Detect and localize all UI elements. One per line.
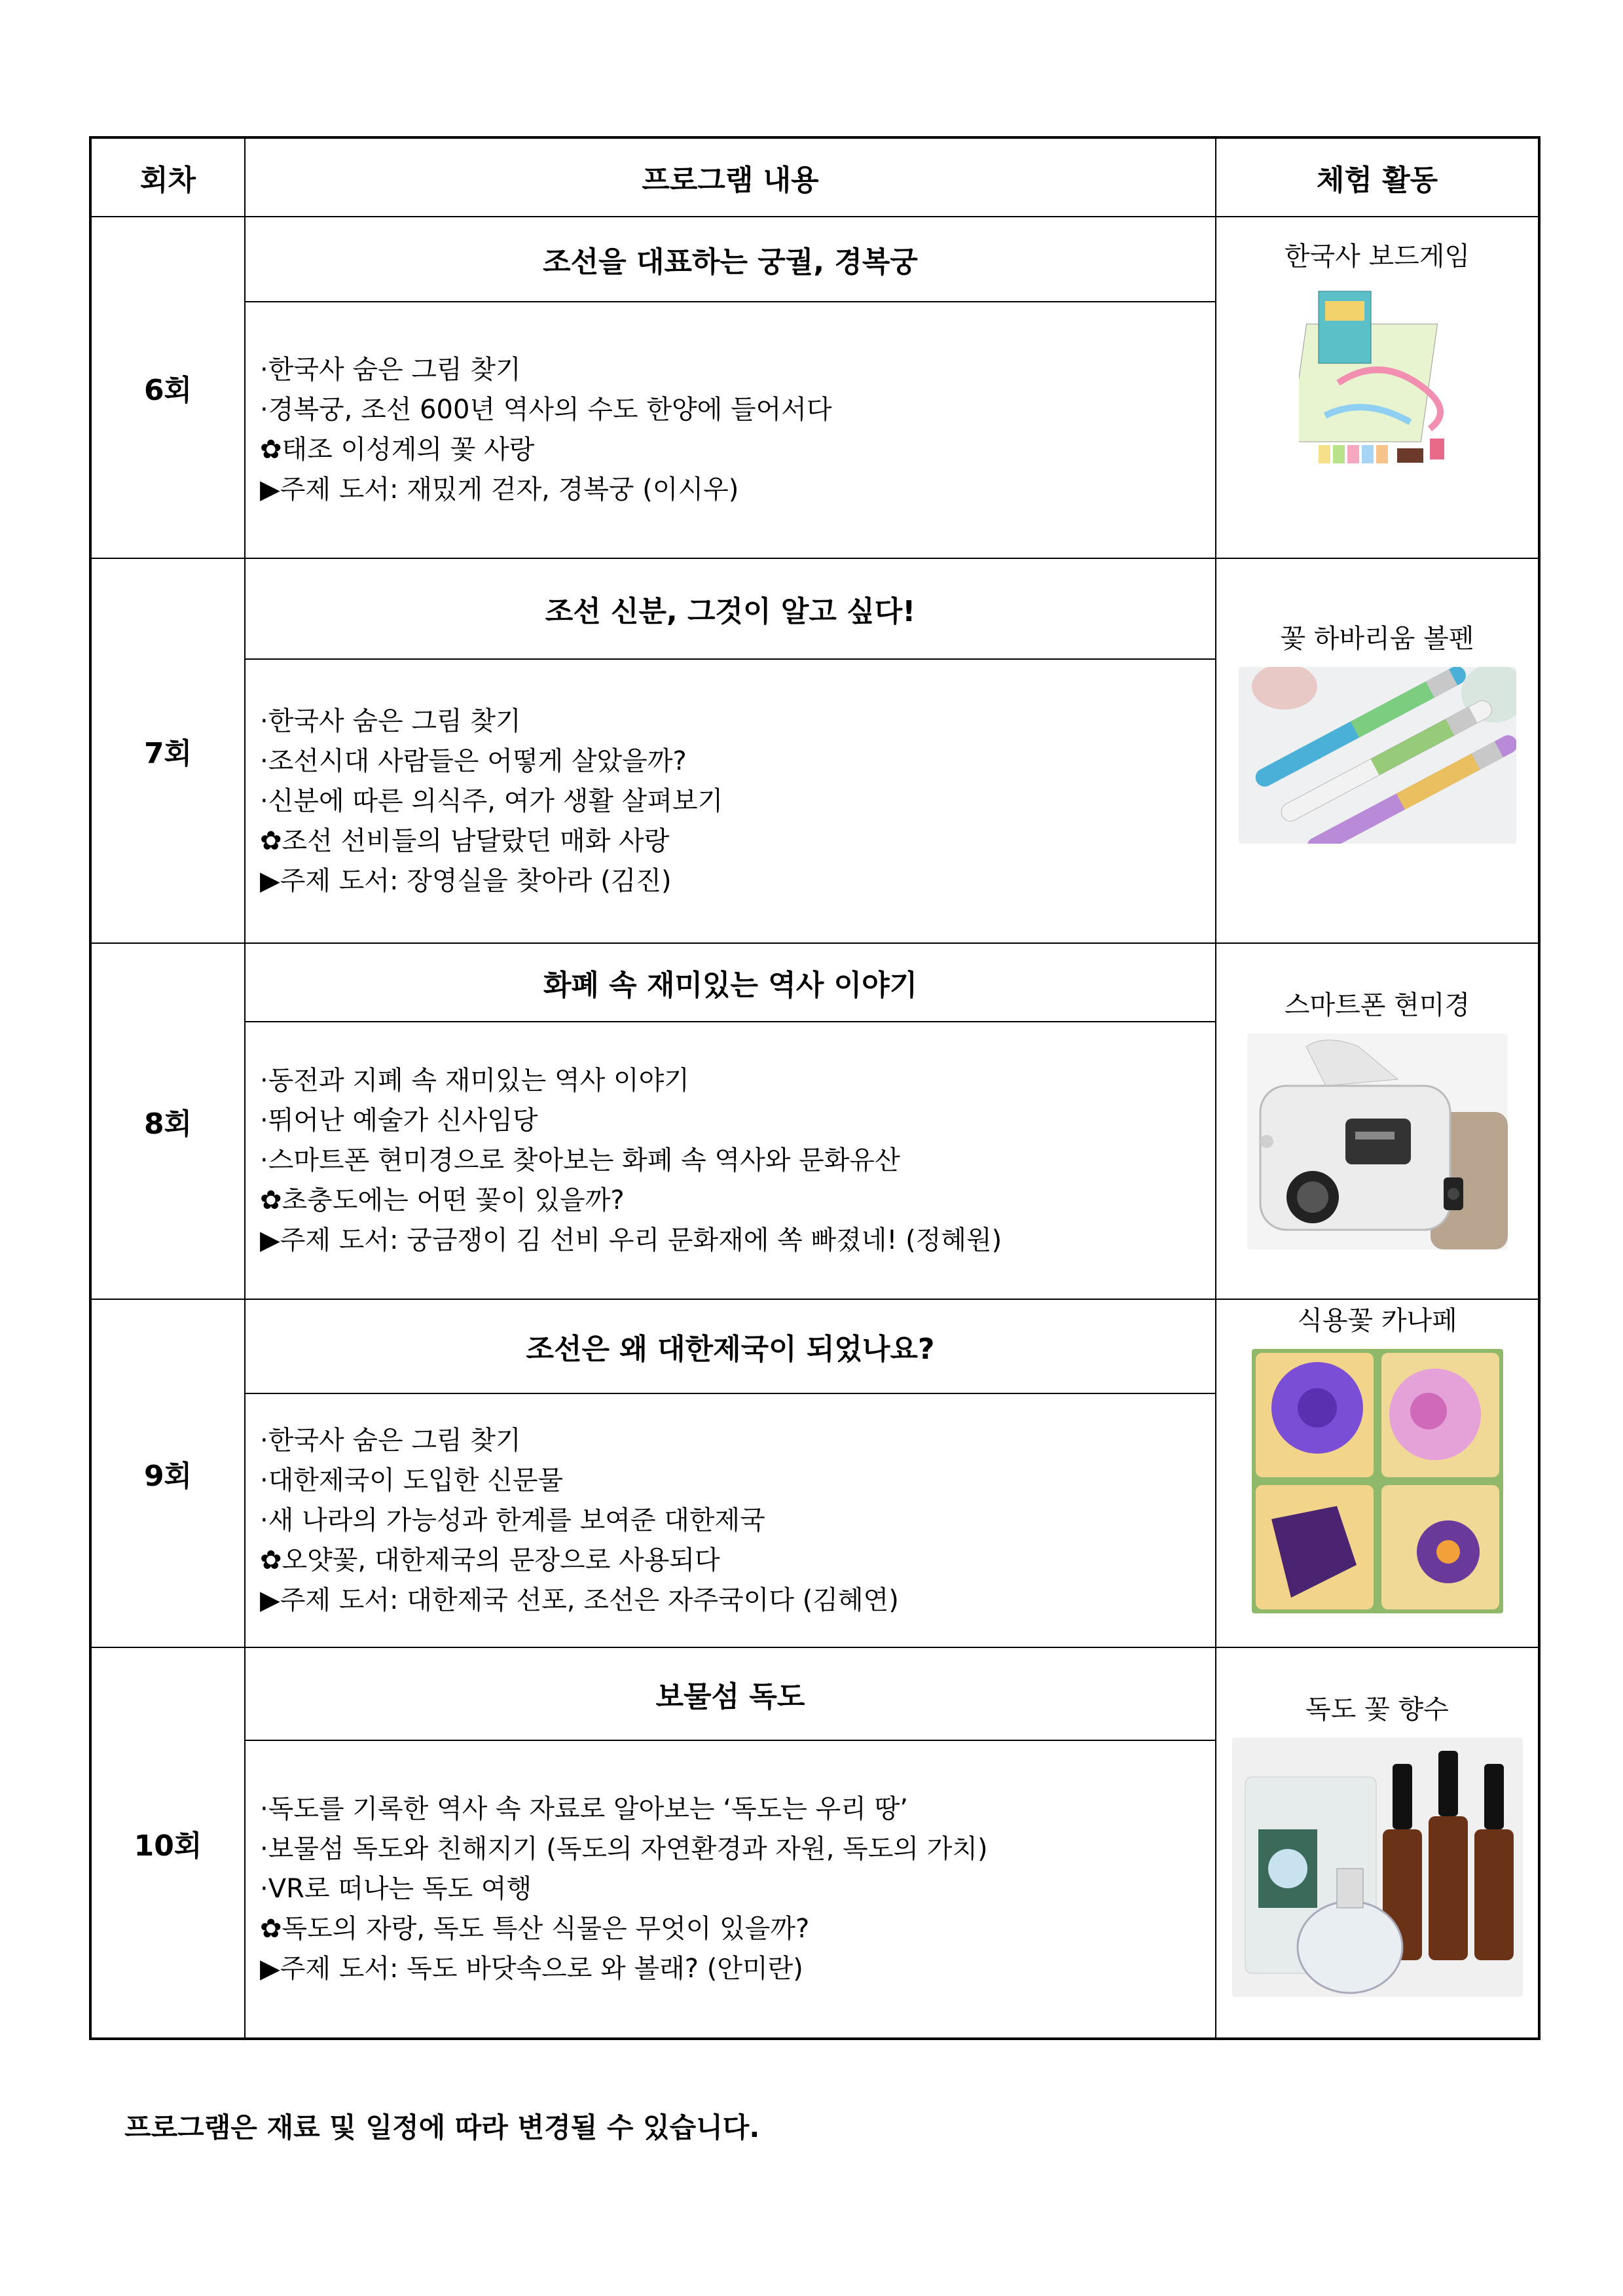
program-item: ·한국사 숨은 그림 찾기 xyxy=(260,706,521,736)
program-items xyxy=(245,1740,1216,2039)
activity-label: 한국사 보드게임 xyxy=(1284,242,1470,272)
table-row xyxy=(90,1647,1539,1740)
herbarium-pen-image xyxy=(1239,667,1516,844)
program-title: 화폐 속 재미있는 역사 이야기 xyxy=(245,943,1216,1022)
session-number: 8회 xyxy=(90,943,245,1299)
program-item: ✿오얏꽃, 대한제국의 문장으로 사용되다 xyxy=(260,1545,720,1575)
session-number: 10회 xyxy=(90,1647,245,2039)
program-item: ·보물섬 독도와 친해지기 (독도의 자연환경과 자원, 독도의 가치) xyxy=(260,1834,988,1864)
activity-label: 꽃 하바리움 볼펜 xyxy=(1280,624,1474,654)
program-item: ·조선시대 사람들은 어떻게 살았을까? xyxy=(260,745,687,776)
activity-label: 독도 꽃 향수 xyxy=(1305,1695,1449,1725)
program-item: ·동전과 지폐 속 재미있는 역사 이야기 xyxy=(260,1065,689,1096)
program-item: ▶주제 도서: 독도 바닷속으로 와 볼래? (안미란) xyxy=(260,1954,803,1984)
program-title: 보물섬 독도 xyxy=(245,1647,1216,1740)
program-item: ·한국사 숨은 그림 찾기 xyxy=(260,1425,521,1456)
footer-notice: 프로그램은 재료 및 일정에 따라 변경될 수 있습니다. xyxy=(124,2111,760,2144)
program-item: ·VR로 떠나는 독도 여행 xyxy=(260,1874,532,1904)
program-schedule-table xyxy=(89,136,1541,2040)
board-game-image xyxy=(1299,285,1456,468)
program-item: ·독도를 기록한 역사 속 자료로 알아보는 ‘독도는 우리 땅’ xyxy=(260,1794,908,1824)
activity-cell xyxy=(1216,943,1539,1299)
table-header-row xyxy=(90,137,1539,217)
smartphone-microscope-image xyxy=(1247,1033,1508,1249)
program-title: 조선 신분, 그것이 알고 싶다! xyxy=(245,558,1216,659)
program-item: ·신분에 따른 의식주, 여가 생활 살펴보기 xyxy=(260,785,723,816)
program-item: ✿태조 이성계의 꽃 사랑 xyxy=(260,435,535,465)
header-activity: 체험 활동 xyxy=(1216,137,1539,217)
program-item: ▶주제 도서: 재밌게 걷자, 경복궁 (이시우) xyxy=(260,475,739,505)
table-row xyxy=(90,558,1539,659)
activity-label: 스마트폰 현미경 xyxy=(1284,990,1470,1020)
activity-cell xyxy=(1216,1299,1539,1647)
session-number: 6회 xyxy=(90,217,245,558)
dokdo-perfume-image xyxy=(1232,1738,1523,1997)
program-item: ·스마트폰 현미경으로 찾아보는 화폐 속 역사와 문화유산 xyxy=(260,1145,900,1175)
program-item: ·대한제국이 도입한 신문물 xyxy=(260,1465,564,1496)
program-item: ✿독도의 자랑, 독도 특산 식물은 무엇이 있을까? xyxy=(260,1914,810,1944)
activity-cell xyxy=(1216,217,1539,558)
table-row xyxy=(90,217,1539,302)
program-item: ▶주제 도서: 장영실을 찾아라 (김진) xyxy=(260,865,672,896)
program-items xyxy=(245,659,1216,943)
program-items xyxy=(245,1393,1216,1647)
program-title: 조선을 대표하는 궁궐, 경복궁 xyxy=(245,217,1216,302)
program-item: ·뛰어난 예술가 신사임당 xyxy=(260,1105,538,1136)
header-content: 프로그램 내용 xyxy=(245,137,1216,217)
program-item: ·새 나라의 가능성과 한계를 보여준 대한제국 xyxy=(260,1505,765,1535)
activity-cell xyxy=(1216,558,1539,943)
program-item: ·한국사 숨은 그림 찾기 xyxy=(260,355,521,385)
session-number: 9회 xyxy=(90,1299,245,1647)
program-item: ▶주제 도서: 궁금쟁이 김 선비 우리 문화재에 쏙 빠졌네! (정혜원) xyxy=(260,1225,1002,1255)
program-item: ✿조선 선비들의 남달랐던 매화 사랑 xyxy=(260,825,670,856)
activity-label: 식용꽃 카나페 xyxy=(1297,1306,1457,1336)
program-item: ✿초충도에는 어떤 꽃이 있을까? xyxy=(260,1185,625,1215)
activity-cell xyxy=(1216,1647,1539,2039)
program-items xyxy=(245,1022,1216,1299)
program-items xyxy=(245,302,1216,558)
table-row xyxy=(90,1299,1539,1393)
program-title: 조선은 왜 대한제국이 되었나요? xyxy=(245,1299,1216,1393)
header-session: 회차 xyxy=(90,137,245,217)
program-item: ▶주제 도서: 대한제국 선포, 조선은 자주국이다 (김혜연) xyxy=(260,1585,899,1615)
edible-flower-canape-image xyxy=(1252,1349,1503,1613)
program-item: ·경복궁, 조선 600년 역사의 수도 한양에 들어서다 xyxy=(260,395,832,425)
session-number: 7회 xyxy=(90,558,245,943)
table-row xyxy=(90,943,1539,1022)
